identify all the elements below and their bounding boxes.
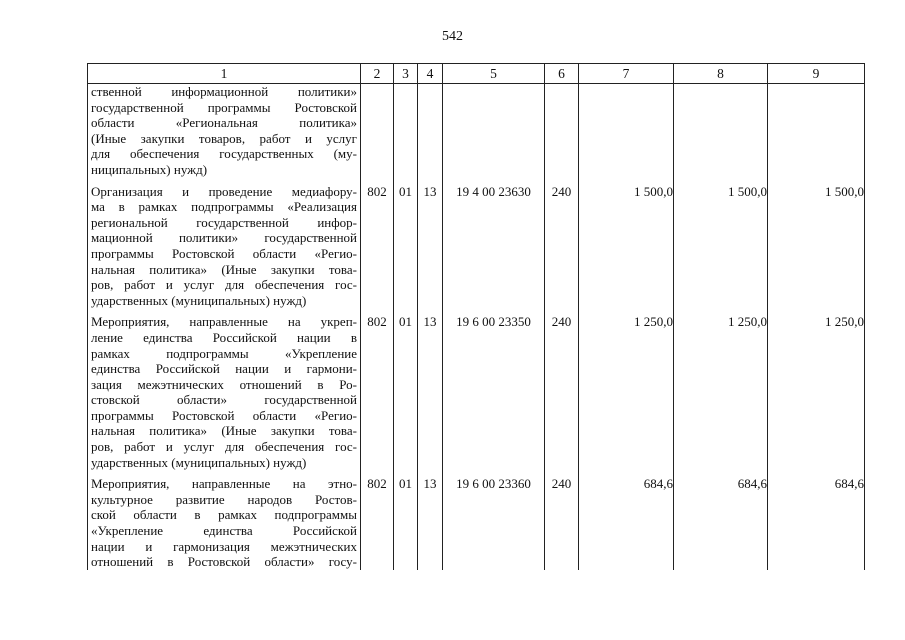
cell-expense-type: 240 [545, 308, 579, 470]
description-line: ров, работ и услуг для обеспечения гос- [91, 439, 357, 455]
cell-section-code: 01 [394, 178, 418, 309]
cell-amount-col7 [579, 84, 674, 178]
description-line: нальная политика» (Иные закупки това- [91, 261, 357, 277]
cell-amount-col8: 1 250,0 [674, 308, 768, 470]
description-line: ров, работ и услуг для обеспечения гос- [91, 277, 357, 293]
cell-section-code [394, 84, 418, 178]
table-row [88, 470, 865, 570]
column-header-9: 9 [768, 64, 865, 84]
description-line: Организация и проведение медиафору- [91, 183, 357, 199]
description-line: области «Региональная политика» [91, 115, 357, 131]
column-header-1: 1 [88, 64, 361, 84]
column-header-2: 2 [361, 64, 394, 84]
cell-subsection-code [418, 84, 443, 178]
description-line: ственной информационной политики» [91, 84, 357, 99]
cell-amount-col8: 1 500,0 [674, 178, 768, 309]
description-line: ударственных (муниципальных) нужд) [91, 292, 307, 308]
column-header-3: 3 [394, 64, 418, 84]
cell-amount-col7: 1 500,0 [579, 178, 674, 309]
description-line: культурное развитие народов Ростов- [91, 491, 357, 507]
column-header-8: 8 [674, 64, 768, 84]
cell-amount-col8 [674, 84, 768, 178]
cell-target-article: 19 6 00 23350 [443, 308, 545, 470]
description-line: программы Ростовской области «Регио- [91, 245, 357, 261]
cell-target-article [443, 84, 545, 178]
column-header-5: 5 [443, 64, 545, 84]
row-description [88, 178, 361, 309]
description-line: ма в рамках подпрограммы «Реализация [91, 199, 357, 215]
description-line: стовской области» государственной [91, 392, 357, 408]
cell-amount-col8: 684,6 [674, 470, 768, 570]
cell-ministry-code [361, 84, 394, 178]
cell-expense-type: 240 [545, 470, 579, 570]
description-line: отношений в Ростовской области» госу- [91, 554, 357, 570]
description-line: (Иные закупки товаров, работ и услуг [91, 130, 357, 146]
budget-table [87, 63, 865, 570]
cell-target-article: 19 6 00 23360 [443, 470, 545, 570]
cell-subsection-code: 13 [418, 178, 443, 309]
row-description [88, 308, 361, 470]
table-row [88, 308, 865, 470]
cell-subsection-code: 13 [418, 470, 443, 570]
description-line: мационной политики» государственной [91, 230, 357, 246]
cell-target-article: 19 4 00 23630 [443, 178, 545, 309]
description-line: нации и гармонизация межэтнических [91, 538, 357, 554]
table-row [88, 84, 865, 178]
cell-amount-col9 [768, 84, 865, 178]
description-line: ударственных (муниципальных) нужд) [91, 454, 307, 470]
cell-ministry-code: 802 [361, 178, 394, 309]
description-line: ской области в рамках подпрограммы [91, 507, 357, 523]
page-number: 542 [442, 29, 463, 44]
description-line: для обеспечения государственных (му- [91, 146, 357, 162]
cell-section-code: 01 [394, 308, 418, 470]
row-description [88, 84, 361, 178]
description-line: рамках подпрограммы «Укрепление [91, 345, 357, 361]
column-header-6: 6 [545, 64, 579, 84]
cell-section-code: 01 [394, 470, 418, 570]
description-line: «Укрепление единства Российской [91, 523, 357, 539]
row-description [88, 470, 361, 570]
description-line: Мероприятия, направленные на этно- [91, 476, 357, 492]
description-line: программы Ростовской области «Регио- [91, 407, 357, 423]
cell-expense-type: 240 [545, 178, 579, 309]
description-line: государственной программы Ростовской [91, 99, 357, 115]
table-header-row [88, 64, 865, 84]
description-line: единства Российской нации и гармони- [91, 361, 357, 377]
cell-amount-col7: 684,6 [579, 470, 674, 570]
cell-amount-col9: 684,6 [768, 470, 865, 570]
cell-subsection-code: 13 [418, 308, 443, 470]
cell-amount-col9: 1 250,0 [768, 308, 865, 470]
cell-ministry-code: 802 [361, 308, 394, 470]
description-line: ниципальных) нужд) [91, 161, 208, 177]
cell-expense-type [545, 84, 579, 178]
column-header-7: 7 [579, 64, 674, 84]
cell-amount-col7: 1 250,0 [579, 308, 674, 470]
column-header-4: 4 [418, 64, 443, 84]
cell-amount-col9: 1 500,0 [768, 178, 865, 309]
table-row [88, 178, 865, 309]
cell-ministry-code: 802 [361, 470, 394, 570]
description-line: Мероприятия, направленные на укреп- [91, 314, 357, 330]
description-line: зация межэтнических отношений в Ро- [91, 376, 357, 392]
description-line: ление единства Российской нации в [91, 329, 357, 345]
description-line: региональной государственной инфор- [91, 214, 357, 230]
description-line: нальная политика» (Иные закупки това- [91, 423, 357, 439]
